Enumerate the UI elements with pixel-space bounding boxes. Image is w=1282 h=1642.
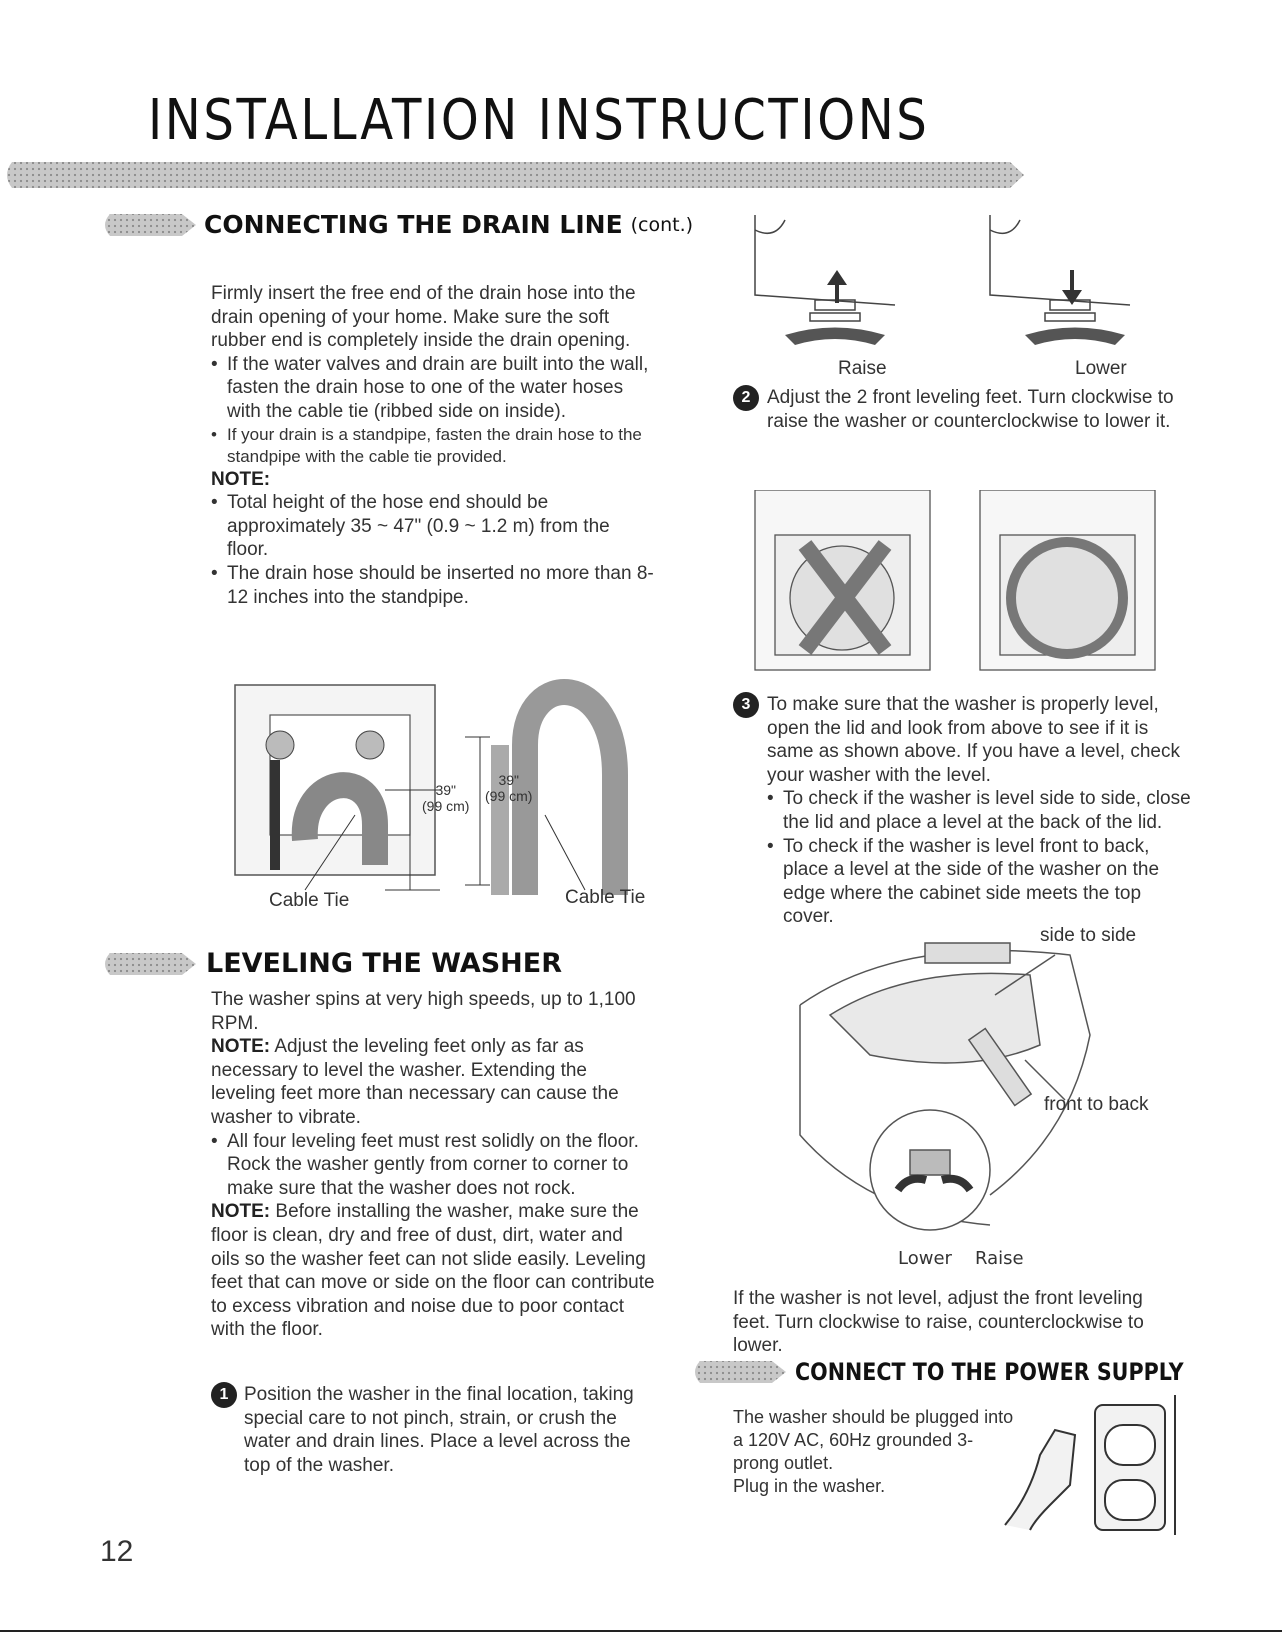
step-3-text: To make sure that the washer is properly level, open the lid and look from above to see if it is same as shown above. If you have a level, check your washer with the level. bbox=[767, 694, 1180, 786]
drain-body bbox=[211, 282, 656, 609]
section-arrow-icon bbox=[100, 950, 200, 978]
drain-dim-1: 39" (99 cm) bbox=[422, 782, 470, 814]
section-arrow-icon bbox=[100, 211, 200, 239]
raise-label: Raise bbox=[838, 358, 887, 379]
drain-dim-2: 39" (99 cm) bbox=[485, 772, 533, 804]
step-3-body bbox=[767, 693, 1192, 929]
drain-note-2: • The drain hose should be inserted no more than 8-12 inches into the standpipe. bbox=[211, 562, 656, 609]
cable-tie-label-right: Cable Tie bbox=[565, 887, 646, 908]
step-3-badge: 3 bbox=[733, 692, 759, 718]
drain-section-cont: (cont.) bbox=[630, 213, 694, 236]
power-body bbox=[733, 1406, 1018, 1498]
cable-tie-label-left: Cable Tie bbox=[269, 890, 350, 911]
step-1-text: Position the washer in the final location, taking special care to not pinch, strain, or crush the water and drain lines. Place a level across the top of the washer. bbox=[244, 1384, 634, 1476]
drain-intro: Firmly insert the free end of the drain hose into the drain opening of your home. Make sure the soft rubber end is completely inside the drain opening. bbox=[211, 283, 636, 352]
leveling-section-header bbox=[100, 948, 562, 979]
plug-outlet-icon bbox=[1000, 1395, 1180, 1535]
header-dotted-bar bbox=[0, 160, 1030, 190]
step-3-bullet-2: • To check if the washer is level front to back, place a level at the side of the washer on the edge where the cabinet side meets the top cover. bbox=[767, 835, 1192, 929]
section-arrow-icon bbox=[690, 1358, 790, 1386]
front-to-back-label: front to back bbox=[1044, 1094, 1149, 1115]
leveling-feet-illustration bbox=[745, 215, 1145, 355]
leveling-note-2: Before installing the washer, make sure the floor is clean, dry and free of dust, dirt, water and oils so the washer feet can not slide easily. Leveling feet that can move or side on the floor can contribute to excess vibration and noise due to poor contact with the floor. bbox=[211, 1201, 655, 1341]
power-section-header bbox=[690, 1358, 1247, 1386]
drain-section-header bbox=[100, 210, 693, 239]
tub-comparison-illustration bbox=[750, 490, 1165, 675]
leveling-section-title: LEVELING THE WASHER bbox=[206, 948, 562, 979]
leveling-note-label-2: NOTE: bbox=[211, 1201, 271, 1223]
step-2-badge: 2 bbox=[733, 385, 759, 411]
drain-section-title: CONNECTING THE DRAIN LINE bbox=[204, 210, 623, 239]
bottom-rule bbox=[0, 1630, 1282, 1632]
step-1-badge: 1 bbox=[211, 1382, 237, 1408]
drain-bullet-1: • If the water valves and drain are built into the wall, fasten the drain hose to one of the water hoses with the cable tie (ribbed side on inside). bbox=[211, 353, 656, 424]
drain-bullet-2: • If your drain is a standpipe, fasten the drain hose to the standpipe with the cable tie provided. bbox=[211, 424, 656, 468]
leveling-body bbox=[211, 988, 656, 1342]
level-note-text: If the washer is not level, adjust the front leveling feet. Turn clockwise to raise, counterclockwise to lower. bbox=[733, 1288, 1144, 1357]
leveling-note-label-1: NOTE: bbox=[211, 1036, 271, 1058]
step-2-text: Adjust the 2 front leveling feet. Turn clockwise to raise the washer or counterclockwise to lower it. bbox=[767, 387, 1174, 432]
drain-note-1: • Total height of the hose end should be approximately 35 ~ 47" (0.9 ~ 1.2 m) from the floor. bbox=[211, 491, 656, 562]
power-section-title: CONNECT TO THE POWER SUPPLY bbox=[795, 1358, 1184, 1386]
fig-raise-label: Raise bbox=[975, 1248, 1024, 1269]
leveling-note-1: Adjust the leveling feet only as far as necessary to level the washer. Extending the leveling feet more than necessary can cause the washer to vibrate. bbox=[211, 1036, 619, 1128]
side-to-side-label: side to side bbox=[1040, 925, 1137, 946]
page-number: 12 bbox=[100, 1535, 134, 1568]
leveling-bullet-1: • All four leveling feet must rest solidly on the floor. Rock the washer gently from corner to corner to make sure that the washer does not rock. bbox=[211, 1130, 656, 1201]
drain-note-label: NOTE: bbox=[211, 468, 271, 490]
page-title: INSTALLATION INSTRUCTIONS bbox=[148, 88, 930, 153]
lower-label: Lower bbox=[1075, 358, 1127, 379]
leveling-p1: The washer spins at very high speeds, up to 1,100 RPM. bbox=[211, 989, 636, 1034]
step-3-bullet-1: • To check if the washer is level side to side, close the lid and place a level at the back of the lid. bbox=[767, 787, 1192, 834]
power-text-1: The washer should be plugged into a 120V AC, 60Hz grounded 3-prong outlet. bbox=[733, 1407, 1014, 1473]
power-text-2: Plug in the washer. bbox=[733, 1476, 886, 1496]
fig-lower-label: Lower bbox=[898, 1248, 952, 1269]
